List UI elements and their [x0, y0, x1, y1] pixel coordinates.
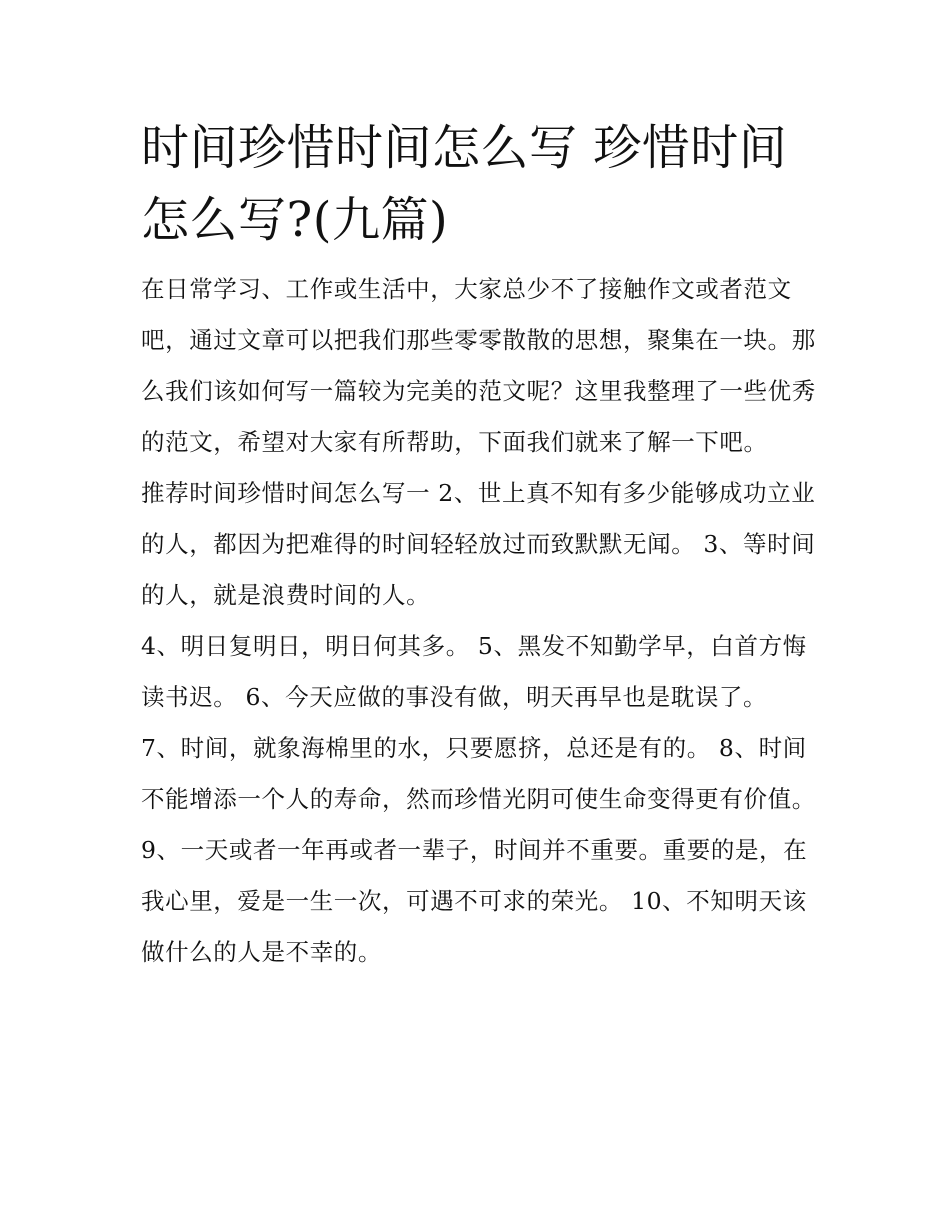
document-title: 时间珍惜时间怎么写 珍惜时间怎么写?(九篇)	[141, 120, 788, 248]
document-body	[141, 112, 821, 978]
paragraph-3: 4、明日复明日，明日何其多。 5、黑发不知勤学早，白首方悔读书迟。 6、今天应做的事没有做，明天再早也是耽误了。	[141, 632, 807, 711]
paragraph-4: 7、时间，就象海棉里的水，只要愿挤，总还是有的。 8、时间不能增添一个人的寿命，然而珍惜光阴可使生命变得更有价值。	[141, 734, 816, 813]
paragraph-2: 推荐时间珍惜时间怎么写一 2、世上真不知有多少能够成功立业的人，都因为把难得的时间轻轻放过而致默默无闻。 3、等时间的人，就是浪费时间的人。	[141, 479, 816, 609]
intro-paragraph: 在日常学习、工作或生活中，大家总少不了接触作文或者范文吧，通过文章可以把我们那些零零散散的思想，聚集在一块。那么我们该如何写一篇较为完美的范文呢？这里我整理了一些优秀的范文，希望对大家有所帮助，下面我们就来了解一下吧。	[141, 275, 816, 456]
paragraph-5: 9、一天或者一年再或者一辈子，时间并不重要。重要的是，在我心里，爱是一生一次，可遇不可求的荣光。 10、不知明天该做什么的人是不幸的。	[141, 836, 808, 966]
